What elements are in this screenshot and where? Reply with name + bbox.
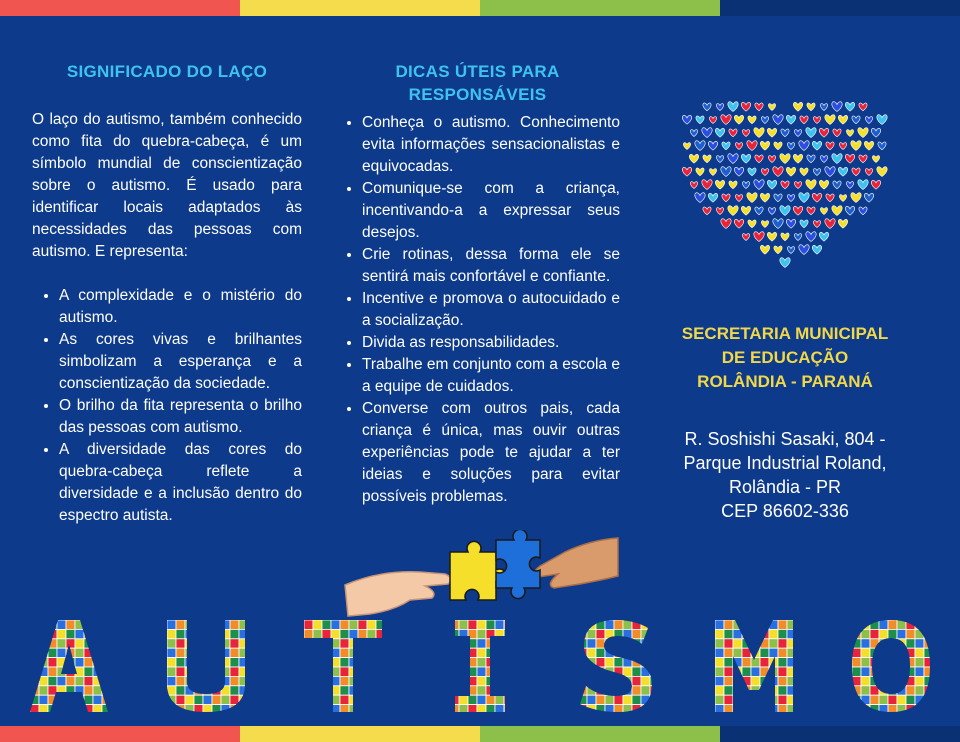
small-heart-icon (716, 104, 723, 111)
small-heart-icon (773, 219, 783, 229)
small-heart-icon (774, 246, 782, 254)
small-heart-icon (721, 115, 731, 125)
small-heart-icon (696, 168, 704, 176)
small-heart-icon (807, 103, 815, 111)
puzzle-letter-m (715, 620, 793, 712)
ribbon-meaning-intro: O laço do autismo, também conhecido como fita do quebra-cabeça, é um símbolo mundial de conscientização sobre o autismo. É usado para identificar locais adaptados às necessidades das pessoas com autismo. E representa: (32, 111, 302, 260)
small-heart-icon (787, 247, 794, 254)
org-line: SECRETARIA MUNICIPAL (681, 324, 889, 343)
small-heart-icon (748, 168, 756, 176)
small-heart-icon (695, 141, 705, 151)
puzzle-letter-t (304, 620, 382, 712)
small-heart-icon (806, 232, 816, 242)
small-heart-icon (696, 116, 704, 124)
small-heart-icon (761, 169, 768, 176)
small-heart-icon (747, 141, 757, 151)
small-heart-icon (787, 143, 794, 150)
org-line: DE EDUCAÇÃO (721, 348, 849, 367)
small-heart-icon (846, 130, 853, 137)
small-heart-icon (722, 142, 730, 150)
left-hand-icon (345, 572, 451, 616)
small-heart-icon (812, 141, 821, 150)
small-heart-icon (845, 206, 854, 215)
small-heart-icon (871, 128, 880, 137)
small-heart-icon (833, 129, 841, 137)
small-heart-icon (806, 128, 816, 138)
list-item: • As cores vivas e brilhantes simbolizam a esperança e a conscientização da sociedade. (59, 329, 302, 395)
list-item: • A complexidade e o mistério do autismo. (59, 285, 302, 329)
small-heart-icon (799, 245, 809, 255)
tips-heading: DICAS ÚTEIS PARA RESPONSÁVEIS (395, 62, 560, 104)
small-heart-icon (800, 168, 808, 176)
small-heart-icon (859, 207, 867, 215)
small-heart-icon (812, 245, 821, 254)
list-item: • Converse com outros pais, cada criança é única, mas ouvir outras experiências pode te ajudar a ter ideias e soluções para evitar possíveis problemas. (362, 398, 620, 508)
small-heart-icon (716, 156, 723, 163)
list-item: • Divida as responsabilidades. (362, 332, 620, 354)
small-heart-icon (734, 219, 743, 228)
small-heart-icon (799, 193, 809, 203)
small-heart-icon (755, 155, 763, 163)
small-heart-icon (832, 102, 842, 112)
small-heart-icon (754, 232, 764, 242)
small-heart-icon (825, 167, 835, 177)
small-heart-icon (709, 169, 716, 176)
small-heart-icon (877, 167, 887, 177)
small-heart-icon (832, 154, 842, 164)
small-heart-icon (800, 220, 808, 228)
list-item: • Incentive e promova o autocuidado e a socialização. (362, 288, 620, 332)
small-heart-icon (761, 221, 768, 228)
small-heart-icon (729, 129, 737, 137)
small-heart-icon (826, 194, 834, 202)
small-heart-icon (877, 115, 887, 125)
small-heart-icon (793, 102, 802, 111)
small-heart-icon (846, 182, 853, 189)
small-heart-icon (813, 221, 820, 228)
small-heart-icon (799, 141, 809, 151)
small-heart-icon (728, 206, 738, 216)
small-heart-icon (864, 193, 873, 202)
small-heart-icon (794, 130, 801, 137)
ribbon-meaning-section (32, 60, 302, 527)
small-heart-icon (859, 155, 867, 163)
small-heart-icon (773, 167, 783, 177)
small-heart-icon (682, 115, 691, 124)
small-heart-icon (682, 167, 691, 176)
small-heart-icon (838, 167, 847, 176)
ribbon-meaning-list (32, 285, 302, 527)
small-heart-icon (708, 141, 717, 150)
small-heart-icon (813, 169, 820, 176)
small-heart-icon (728, 102, 738, 112)
small-heart-icon (742, 130, 749, 137)
small-heart-icon (702, 128, 712, 138)
small-heart-icon (839, 143, 846, 150)
organization-name (650, 322, 920, 394)
small-heart-icon (838, 115, 847, 124)
small-heart-icon (754, 180, 764, 190)
small-heart-icon (760, 245, 769, 254)
small-heart-icon (768, 104, 775, 111)
small-heart-icon (786, 219, 795, 228)
right-hand-icon (534, 538, 618, 588)
small-heart-icon (768, 208, 775, 215)
small-heart-icon (728, 154, 738, 164)
small-heart-icon (721, 167, 731, 177)
small-heart-icon (819, 180, 828, 189)
small-heart-icon (755, 207, 763, 215)
small-heart-icon (742, 182, 749, 189)
small-heart-icon (819, 128, 828, 137)
small-heart-icon (813, 117, 820, 124)
small-heart-icon (826, 142, 834, 150)
small-heart-icon (741, 206, 750, 215)
hands-puzzle-illustration (340, 530, 620, 620)
bottom-color-stripe (0, 726, 960, 742)
address-line: Parque Industrial Roland, (683, 453, 887, 473)
small-heart-icon (683, 143, 690, 150)
small-heart-icon (695, 193, 705, 203)
small-heart-icon (761, 117, 768, 124)
small-heart-icon (820, 208, 827, 215)
small-heart-icon (858, 128, 868, 138)
address-block (650, 427, 920, 523)
small-heart-icon (812, 193, 821, 202)
small-heart-icon (689, 154, 698, 163)
small-heart-icon (742, 234, 749, 241)
small-heart-icon (780, 258, 790, 268)
small-heart-icon (786, 115, 795, 124)
small-heart-icon (781, 181, 789, 189)
small-heart-icon (780, 154, 790, 164)
small-heart-icon (807, 207, 815, 215)
small-heart-icon (832, 206, 842, 216)
small-heart-icon (690, 130, 697, 137)
small-heart-icon (781, 233, 789, 241)
small-heart-icon (748, 220, 756, 228)
ribbon-meaning-heading: SIGNIFICADO DO LAÇO (66, 62, 268, 81)
small-heart-icon (787, 195, 794, 202)
address-line: CEP 86602-336 (721, 501, 849, 521)
small-heart-icon (741, 102, 750, 111)
small-heart-icon (819, 232, 828, 241)
small-heart-icon (702, 180, 712, 190)
small-heart-icon (858, 180, 868, 190)
small-heart-icon (800, 116, 808, 124)
small-heart-icon (793, 206, 802, 215)
small-heart-icon (709, 117, 716, 124)
small-heart-icon (865, 117, 872, 124)
list-item: • Comunique-se com a criança, incentivando-a a expressar seus desejos. (362, 178, 620, 244)
small-heart-icon (833, 181, 841, 189)
small-heart-icon (845, 154, 854, 163)
tips-list (335, 112, 620, 508)
small-heart-icon (741, 154, 750, 163)
small-heart-icon (729, 181, 737, 189)
small-heart-icon (871, 180, 880, 189)
small-heart-icon (852, 168, 860, 176)
small-heart-icon (838, 219, 847, 228)
small-heart-icon (748, 116, 756, 124)
puzzle-letter-i (441, 620, 519, 712)
small-heart-icon (755, 103, 763, 111)
small-heart-icon (734, 167, 743, 176)
small-heart-icon (820, 104, 827, 111)
small-heart-icon (851, 141, 861, 151)
small-heart-icon (773, 115, 783, 125)
small-heart-icon (754, 128, 764, 138)
small-heart-icon (864, 141, 873, 150)
puzzle-letter-s (578, 620, 656, 712)
org-line: ROLÂNDIA - PARANÁ (697, 372, 873, 391)
puzzle-letter-a (30, 620, 108, 712)
small-heart-icon (768, 156, 775, 163)
list-item: • Conheça o autismo. Conhecimento evita informações sensacionalistas e equivocadas. (362, 112, 620, 178)
list-item: • Crie rotinas, dessa forma ele se sentirá mais confortável e confiante. (362, 244, 620, 288)
small-heart-icon (839, 195, 846, 202)
small-heart-icon (760, 193, 769, 202)
autismo-puzzle-letters (30, 620, 930, 712)
small-heart-icon (845, 102, 854, 111)
small-heart-icon (774, 194, 782, 202)
small-heart-icon (825, 219, 835, 229)
tips-section (335, 60, 620, 508)
puzzle-letter-o (852, 620, 930, 712)
small-heart-icon (774, 142, 782, 150)
small-heart-icon (794, 234, 801, 241)
small-heart-icon (735, 195, 742, 202)
small-heart-icon (872, 156, 879, 163)
list-item: • A diversidade das cores do quebra-cabeça reflete a diversidade e a inclusão dentro do espectro autista. (59, 439, 302, 527)
small-heart-icon (780, 206, 790, 216)
small-heart-icon (786, 167, 795, 176)
small-heart-icon (852, 116, 860, 124)
small-heart-icon (820, 156, 827, 163)
small-heart-icon (767, 128, 776, 137)
small-heart-icon (715, 180, 724, 189)
top-color-stripe (0, 0, 960, 16)
small-heart-icon (716, 208, 723, 215)
small-heart-icon (767, 232, 776, 241)
small-heart-icon (722, 194, 730, 202)
small-heart-icon (767, 180, 776, 189)
small-heart-icon (793, 154, 802, 163)
small-heart-icon (690, 182, 697, 189)
heart-of-hearts-illustration (660, 100, 910, 310)
small-heart-icon (708, 193, 717, 202)
small-heart-icon (878, 142, 886, 150)
small-heart-icon (760, 141, 769, 150)
small-heart-icon (747, 193, 757, 203)
list-item: • Trabalhe em conjunto com a escola e a equipe de cuidados. (362, 354, 620, 398)
small-heart-icon (703, 155, 711, 163)
small-heart-icon (859, 103, 867, 111)
small-heart-icon (734, 115, 743, 124)
small-heart-icon (806, 180, 816, 190)
small-heart-icon (715, 128, 724, 137)
small-heart-icon (807, 155, 815, 163)
list-item: • O brilho da fita representa o brilho das pessoas com autismo. (59, 395, 302, 439)
small-heart-icon (781, 129, 789, 137)
small-heart-icon (865, 169, 872, 176)
small-heart-icon (825, 115, 835, 125)
address-line: Rolândia - PR (728, 477, 842, 497)
blue-puzzle-piece-icon (496, 530, 540, 599)
small-heart-icon (794, 182, 801, 189)
small-heart-icon (703, 207, 711, 215)
small-heart-icon (721, 219, 731, 229)
address-line: R. Soshishi Sasaki, 804 - (684, 429, 886, 449)
small-heart-icon (703, 103, 711, 111)
puzzle-letter-u (167, 620, 245, 712)
small-heart-icon (735, 143, 742, 150)
small-heart-icon (851, 193, 861, 203)
